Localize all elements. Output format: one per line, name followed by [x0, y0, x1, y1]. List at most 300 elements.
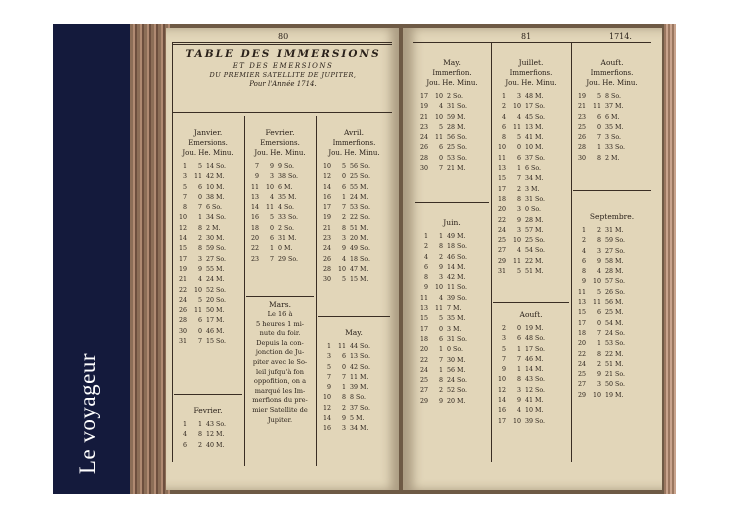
table-row: [415, 232, 489, 242]
minute-cell: 2 So.: [447, 93, 464, 100]
hour-cell: 6: [516, 335, 521, 343]
day-cell: 13: [419, 305, 428, 313]
minute-cell: 28 M.: [525, 216, 544, 224]
table-row: [415, 376, 489, 386]
table-row: [246, 255, 314, 265]
hour-cell: 11: [434, 134, 443, 142]
table-row: [493, 365, 569, 375]
day-cell: 20: [419, 346, 428, 354]
day-cell: 9: [581, 278, 586, 286]
hour-cell: 10: [337, 265, 346, 273]
minute-cell: 21 So.: [605, 371, 626, 379]
minute-cell: 24 So.: [447, 377, 468, 385]
hour-cell: 5: [341, 163, 346, 170]
table-row: [174, 275, 242, 285]
minute-cell: 20 M.: [447, 397, 466, 405]
month-title: Aouft.: [600, 58, 624, 67]
table-row: [174, 244, 242, 254]
heading-line-2: ET DES EMERSIONS: [232, 62, 334, 70]
hour-cell: 6: [197, 317, 202, 325]
day-cell: 31: [178, 338, 187, 346]
hour-cell: 5: [438, 123, 443, 131]
day-cell: 24: [497, 226, 506, 234]
column-rule-2: [316, 116, 317, 466]
minute-cell: 26 So.: [605, 288, 626, 296]
table-row: [493, 246, 569, 256]
table-row: [318, 265, 390, 275]
month-juin: [415, 218, 489, 407]
table-row: [415, 154, 489, 164]
day-cell: 12: [322, 173, 331, 181]
hour-cell: 5: [269, 214, 274, 222]
minute-cell: 51 M.: [525, 268, 544, 276]
hour-cell: 4: [197, 276, 202, 284]
rows-juillet: [493, 92, 569, 277]
month-title: Juillet.: [518, 58, 544, 67]
heading-line-4: Pour l'Année 1714.: [249, 80, 317, 88]
minute-cell: 2 M.: [605, 154, 620, 162]
day-cell: 25: [577, 123, 586, 131]
minute-cell: 54 So.: [525, 247, 546, 255]
day-cell: 4: [501, 113, 506, 121]
month-aout: [573, 58, 651, 164]
hour-cell: 9: [341, 245, 346, 253]
page-number-right: 81: [521, 32, 532, 41]
mars-note-line: jonction de Ju-: [255, 348, 305, 357]
minute-cell: 30 M.: [447, 356, 466, 364]
minute-cell: 29 So.: [278, 255, 299, 263]
minute-cell: 39 So.: [525, 417, 546, 425]
day-cell: 17: [497, 417, 506, 425]
hour-cell: 8: [596, 237, 601, 245]
table-row: [318, 213, 390, 223]
table-row: [573, 257, 651, 267]
table-row: [573, 92, 651, 102]
minute-cell: 54 M.: [605, 319, 624, 327]
table-row: [415, 366, 489, 376]
day-cell: 4: [182, 431, 187, 439]
frame-rule-top: [413, 42, 651, 43]
table-row: [493, 92, 569, 102]
hour-cell: 10: [434, 113, 443, 121]
minute-cell: 55 M.: [206, 265, 225, 273]
table-row: [318, 393, 390, 403]
minute-cell: 59 M.: [447, 113, 466, 121]
day-cell: 5: [326, 363, 331, 371]
table-row: [573, 370, 651, 380]
table-row: [318, 224, 390, 234]
minute-cell: 56 M.: [605, 299, 624, 307]
table-row: [493, 174, 569, 184]
table-row: [493, 113, 569, 123]
minute-cell: 56 M.: [447, 366, 466, 374]
hour-cell: 11: [592, 103, 601, 111]
month-kind: Immerfion.: [432, 69, 472, 77]
mars-note-line: Le 16 à: [267, 310, 293, 318]
hour-cell: 7: [596, 134, 601, 142]
table-row: [493, 417, 569, 427]
hour-cell: 0: [596, 319, 601, 327]
hour-cell: 1: [341, 193, 346, 201]
day-cell: 19: [577, 93, 586, 100]
day-cell: 30: [322, 276, 331, 284]
hour-cell: 11: [512, 257, 521, 265]
month-may-left: [318, 328, 390, 435]
hour-cell: 2: [438, 253, 443, 261]
day-cell: 1: [423, 233, 428, 240]
minute-cell: 59 So.: [605, 237, 626, 245]
minute-cell: 19 M.: [525, 325, 544, 332]
hour-cell: 8: [197, 245, 202, 253]
day-cell: 11: [250, 183, 259, 191]
column-header: Jou. He. Minu.: [505, 79, 557, 87]
hour-cell: 1: [197, 421, 202, 428]
minute-cell: 53 So.: [605, 340, 626, 348]
hour-cell: 10: [512, 417, 521, 425]
day-cell: 9: [501, 366, 506, 374]
day-cell: 14: [178, 235, 187, 243]
hour-cell: 8: [341, 224, 346, 232]
sidebar-band: [53, 24, 130, 494]
day-cell: 17: [419, 93, 428, 100]
minute-cell: 14 So.: [206, 163, 227, 170]
hour-cell: 9: [596, 257, 601, 265]
day-cell: 25: [497, 237, 506, 245]
book-edge-right: [664, 24, 676, 494]
month-kind: Immerfions.: [509, 69, 553, 77]
minute-cell: 51 M.: [605, 360, 624, 368]
table-row: [493, 205, 569, 215]
hour-cell: 6: [596, 309, 601, 317]
table-row: [246, 193, 314, 203]
hour-cell: 3: [596, 381, 601, 389]
hour-cell: 4: [516, 407, 521, 415]
day-cell: 10: [497, 376, 506, 384]
table-row: [493, 334, 569, 344]
minute-cell: 27 So.: [206, 255, 227, 263]
mars-note-line: mier Satellite de: [252, 405, 308, 414]
minute-cell: 4 So.: [278, 204, 295, 212]
table-row: [246, 213, 314, 223]
minute-cell: 22 M.: [605, 350, 624, 358]
mars-note: [246, 310, 314, 425]
minute-cell: 59 So.: [206, 245, 227, 253]
hour-cell: 6: [516, 154, 521, 162]
hour-cell: 0: [438, 154, 443, 162]
hour-cell: 9: [438, 397, 443, 405]
hour-cell: 1: [438, 366, 443, 374]
table-row: [415, 133, 489, 143]
hour-cell: 0: [269, 224, 274, 232]
day-cell: 26: [577, 134, 586, 142]
minute-cell: 15 M.: [350, 276, 369, 284]
hour-cell: 8: [197, 431, 202, 439]
day-cell: 1: [182, 163, 187, 170]
hour-cell: 1: [269, 245, 274, 253]
minute-cell: 0 So.: [447, 346, 464, 354]
minute-cell: 18 So.: [350, 255, 371, 263]
table-row: [318, 275, 390, 285]
minute-cell: 49 M.: [447, 233, 466, 240]
table-row: [493, 345, 569, 355]
day-cell: 20: [497, 206, 506, 214]
minute-cell: 57 M.: [525, 226, 544, 234]
day-cell: 19: [322, 214, 331, 222]
minute-cell: 42 M.: [447, 274, 466, 282]
table-row: [493, 216, 569, 226]
minute-cell: 0 So.: [525, 206, 542, 214]
day-cell: 7: [501, 355, 506, 363]
day-cell: 25: [419, 377, 428, 385]
day-cell: 16: [322, 425, 331, 433]
column-header: Jou. He. Minu.: [254, 149, 306, 157]
day-cell: 7: [182, 193, 187, 201]
day-cell: 16: [250, 214, 259, 222]
minute-cell: 55 M.: [350, 183, 369, 191]
day-cell: 22: [419, 356, 428, 364]
table-row: [415, 253, 489, 263]
minute-cell: 25 So.: [525, 237, 546, 245]
hour-cell: 5: [438, 315, 443, 323]
rows-avril: [318, 162, 390, 286]
minute-cell: 21 M.: [447, 165, 466, 173]
page-year: 1714.: [609, 32, 632, 41]
column-rule-1: [244, 116, 245, 466]
mars-note-line: nute du foir.: [259, 329, 301, 338]
table-row: [493, 195, 569, 205]
table-row: [318, 414, 390, 424]
day-cell: 10: [497, 144, 506, 152]
table-row: [246, 203, 314, 213]
hour-cell: 10: [592, 391, 601, 399]
day-cell: 28: [178, 317, 187, 325]
table-row: [415, 242, 489, 252]
hour-cell: 3: [516, 386, 521, 394]
minute-cell: 41 M.: [525, 134, 544, 142]
minute-cell: 25 M.: [605, 309, 624, 317]
heading-rule: [172, 112, 392, 113]
hour-cell: 10: [193, 286, 202, 294]
hour-cell: 0: [341, 173, 346, 181]
minute-cell: 53 So.: [447, 154, 468, 162]
hour-cell: 5: [596, 93, 601, 100]
minute-cell: 0 M.: [278, 245, 293, 253]
minute-cell: 12 So.: [525, 386, 546, 394]
table-row: [415, 314, 489, 324]
minute-cell: 10 M.: [525, 407, 544, 415]
day-cell: 7: [326, 373, 331, 381]
day-cell: 1: [581, 227, 586, 234]
rows-aout: [573, 92, 651, 164]
table-row: [318, 404, 390, 414]
day-cell: 14: [322, 183, 331, 191]
day-cell: 8: [501, 134, 506, 142]
hour-cell: 1: [516, 345, 521, 353]
hour-cell: 1: [197, 214, 202, 222]
hour-cell: 7: [516, 175, 521, 183]
day-cell: 29: [497, 257, 506, 265]
day-cell: 11: [497, 154, 506, 162]
hour-cell: 10: [434, 93, 443, 100]
table-row: [415, 283, 489, 293]
month-kind: Immerfions.: [332, 139, 376, 147]
frame-rule-left: [172, 42, 173, 462]
hour-cell: 6: [438, 335, 443, 343]
minute-cell: 42 M.: [206, 173, 225, 181]
hour-cell: 2: [438, 387, 443, 395]
day-cell: 15: [178, 245, 187, 253]
hour-cell: 1: [596, 340, 601, 348]
table-row: [493, 226, 569, 236]
day-cell: 28: [577, 144, 586, 152]
hour-cell: 0: [596, 123, 601, 131]
table-row: [415, 102, 489, 112]
day-cell: 24: [322, 245, 331, 253]
table-row: [573, 113, 651, 123]
month-fevrier-bottom: [174, 406, 242, 451]
hour-cell: 3: [596, 247, 601, 255]
minute-cell: 3 So.: [605, 134, 622, 142]
day-cell: 9: [254, 173, 259, 181]
hour-cell: 2: [596, 360, 601, 368]
minute-cell: 33 So.: [605, 144, 626, 152]
table-row: [318, 234, 390, 244]
table-row: [573, 391, 651, 401]
minute-cell: 13 So.: [350, 353, 371, 361]
hour-cell: 1: [438, 346, 443, 354]
minute-cell: 30 M.: [206, 235, 225, 243]
hour-cell: 7: [341, 373, 346, 381]
hour-cell: 7: [438, 165, 443, 173]
hour-cell: 8: [516, 195, 521, 203]
day-cell: 27: [577, 381, 586, 389]
hour-cell: 5: [341, 276, 346, 284]
day-cell: 30: [419, 165, 428, 173]
month-avril: [318, 128, 390, 286]
table-row: [573, 267, 651, 277]
minute-cell: 10 M.: [525, 144, 544, 152]
table-row: [493, 355, 569, 365]
rows-may: [318, 342, 390, 435]
minute-cell: 41 M.: [525, 397, 544, 405]
table-row: [246, 244, 314, 254]
hour-cell: 10: [265, 183, 274, 191]
day-cell: 23: [419, 123, 428, 131]
day-cell: 21: [322, 224, 331, 232]
minute-cell: 17 So.: [525, 345, 546, 353]
minute-cell: 43 So.: [206, 421, 227, 428]
table-row: [415, 325, 489, 335]
day-cell: 20: [577, 340, 586, 348]
month-title: Septembre.: [589, 212, 635, 221]
hour-cell: 9: [516, 397, 521, 405]
hour-cell: 7: [438, 356, 443, 364]
minute-cell: 49 So.: [350, 245, 371, 253]
hour-cell: 4: [438, 103, 443, 111]
may-end-rule: [415, 202, 489, 203]
table-row: [493, 123, 569, 133]
hour-cell: 5: [516, 134, 521, 142]
day-cell: 2: [581, 237, 586, 245]
hour-cell: 9: [596, 371, 601, 379]
day-cell: 29: [577, 391, 586, 399]
day-cell: 25: [577, 371, 586, 379]
day-cell: 4: [581, 247, 586, 255]
table-row: [493, 236, 569, 246]
hour-cell: 4: [269, 193, 274, 201]
minute-cell: 46 M.: [206, 327, 225, 335]
fevrier-end-rule: [246, 296, 314, 297]
sidebar-title: Le voyageur: [75, 352, 100, 474]
day-cell: 9: [326, 384, 331, 392]
day-cell: 3: [501, 335, 506, 343]
day-cell: 14: [250, 204, 259, 212]
day-cell: 27: [497, 247, 506, 255]
hour-cell: 4: [438, 294, 443, 302]
month-title: Aouft.: [519, 310, 543, 319]
table-row: [493, 133, 569, 143]
minute-cell: 39 M.: [350, 384, 369, 392]
day-cell: 11: [419, 294, 428, 302]
hour-cell: 2: [341, 214, 346, 222]
minute-cell: 35 M.: [447, 315, 466, 323]
day-cell: 2: [423, 243, 428, 251]
table-row: [415, 143, 489, 153]
hour-cell: 8: [516, 376, 521, 384]
right-page: [403, 28, 662, 490]
table-row: [174, 193, 242, 203]
minute-cell: 6 M.: [278, 183, 293, 191]
table-row: [174, 213, 242, 223]
minute-cell: 52 So.: [206, 286, 227, 294]
day-cell: 13: [250, 193, 259, 201]
table-row: [318, 162, 390, 172]
mars-note-line: marqué les Im-: [254, 386, 306, 395]
juillet-end-rule: [493, 302, 569, 303]
month-fevrier: [246, 128, 314, 265]
month-title: Mars.: [269, 300, 291, 309]
table-row: [493, 154, 569, 164]
day-cell: 26: [178, 307, 187, 315]
table-row: [573, 339, 651, 349]
minute-cell: 24 So.: [605, 329, 626, 337]
hour-cell: 0: [197, 193, 202, 201]
rows-fevrier-bottom: [174, 420, 242, 451]
minute-cell: 48 M.: [525, 93, 544, 100]
day-cell: 19: [178, 265, 187, 273]
month-kind: Emersions.: [188, 139, 228, 147]
table-row: [415, 92, 489, 102]
table-row: [573, 143, 651, 153]
hour-cell: 11: [193, 307, 202, 315]
month-title: Fevrier.: [265, 128, 295, 137]
table-row: [573, 308, 651, 318]
column-header: Jou. He. Minu.: [182, 149, 234, 157]
minute-cell: 19 M.: [605, 391, 624, 399]
month-janvier: [174, 128, 242, 347]
hour-cell: 9: [438, 263, 443, 271]
minute-cell: 15 So.: [206, 338, 227, 346]
janvier-end-rule: [174, 394, 242, 395]
hour-cell: 11: [265, 204, 274, 212]
minute-cell: 56 So.: [447, 134, 468, 142]
hour-cell: 3: [341, 425, 346, 433]
hour-cell: 11: [592, 299, 601, 307]
day-cell: 24: [178, 296, 187, 304]
day-cell: 12: [322, 404, 331, 412]
table-row: [493, 164, 569, 174]
minute-cell: 52 So.: [447, 387, 468, 395]
